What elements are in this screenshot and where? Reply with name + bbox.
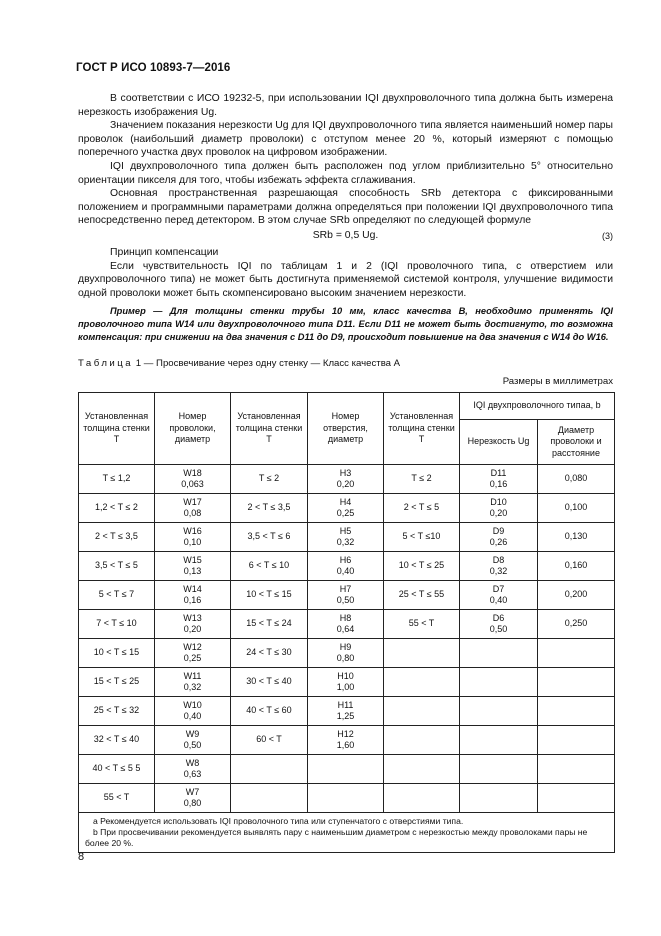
- cell-thickness-1-value: 15 < T ≤ 25: [93, 676, 140, 687]
- cell-thickness-1-value: 10 < T ≤ 15: [93, 647, 140, 658]
- cell-hole: [308, 697, 384, 726]
- cell-thickness-3-value: 25 < T ≤ 55: [398, 589, 445, 600]
- table-row: [79, 523, 615, 552]
- table-caption-word: Таблица: [78, 358, 134, 369]
- cell-thickness-3-value: 5 < T ≤10: [402, 531, 441, 542]
- cell-thickness-1-value: 7 < T ≤ 10: [96, 618, 137, 629]
- cell-thickness-2: [231, 610, 308, 639]
- cell-thickness-3-value: 10 < T ≤ 25: [398, 560, 445, 571]
- cell-wire: [155, 523, 231, 552]
- cell-thickness-1-value: 25 < T ≤ 32: [93, 705, 140, 716]
- cell-thickness-3: [384, 668, 460, 697]
- cell-unsharpness: [460, 755, 538, 784]
- cell-wire-value: 0,10: [183, 537, 202, 547]
- cell-unsharpness: [460, 494, 538, 523]
- header-thickness-3: Установленная толщина стенки T: [384, 393, 460, 465]
- cell-wire: [155, 755, 231, 784]
- header-unsharpness: Нерезкость Ug: [460, 420, 538, 465]
- cell-wire: [155, 465, 231, 494]
- cell-hole-value: 0,32: [336, 537, 355, 547]
- cell-hole-value: 0,25: [336, 508, 355, 518]
- cell-unsharpness: [460, 465, 538, 494]
- paragraph-1: В соответствии с ИСО 19232-5, при использовании IQI двухпроволочного типа должна быть измерена нерезкость изображения Ug.: [78, 93, 613, 118]
- cell-wire-value: 0,16: [183, 595, 202, 605]
- paragraph-4: Основная пространственная разрешающая способность SRb детектора с фиксированными положением и программными параметрами должна определяться при положении IQI двухпроволочного типа непосредственно перед детектором. В этом случае SRb определяют по следующей формуле: [78, 188, 613, 227]
- cell-wire-value: 0,50: [183, 740, 202, 750]
- cell-wire-diameter: [538, 523, 615, 552]
- cell-wire-value: 0,13: [183, 566, 202, 576]
- example-note: Пример — Для толщины стенки трубы 10 мм, класс качества B, необходимо применять IQI проволочного типа W14 или двухпроволочного типа D11. Если D11 не может быть достигнуто, то возможна компенсация: при снижении на два значения с D11 до D9, происходит повышение на два значения с W14 до W16.: [78, 306, 613, 343]
- cell-wire-diameter: [538, 755, 615, 784]
- cell-wire: [155, 668, 231, 697]
- cell-thickness-2-value: 10 < T ≤ 15: [246, 589, 292, 600]
- cell-wire-value: W15: [183, 554, 202, 565]
- cell-hole-value: 0,80: [336, 653, 355, 663]
- cell-wire-diameter: [538, 784, 615, 813]
- cell-unsharpness-value: D8: [492, 554, 505, 565]
- cell-thickness-1-value: 3,5 < T ≤ 5: [95, 560, 138, 571]
- formula: SRb = 0,5 Ug.: [312, 229, 379, 241]
- cell-hole: [308, 668, 384, 697]
- cell-thickness-2-value: 24 < T ≤ 30: [246, 647, 292, 658]
- cell-hole: [308, 465, 384, 494]
- cell-thickness-1-value: 2 < T ≤ 3,5: [95, 531, 138, 542]
- cell-thickness-1-value: T ≤ 1,2: [102, 473, 131, 484]
- cell-unsharpness-value: 0,20: [489, 508, 508, 518]
- cell-wire: [155, 552, 231, 581]
- footnote-b: b При просвечивании рекомендуется выявлять пару с наименьшим диаметром с нерезкостью между проволоками пары не более 20 %.: [85, 827, 588, 848]
- cell-hole: [308, 581, 384, 610]
- cell-thickness-1: [79, 784, 155, 813]
- cell-wire: [155, 610, 231, 639]
- cell-unsharpness-value: D6: [492, 612, 505, 623]
- cell-wire: [155, 639, 231, 668]
- cell-unsharpness-value: 0,40: [489, 595, 508, 605]
- cell-thickness-2-value: 30 < T ≤ 40: [246, 676, 292, 687]
- cell-unsharpness-value: D10: [490, 496, 507, 507]
- cell-hole-value: 0,20: [336, 479, 355, 489]
- cell-thickness-2: [231, 581, 308, 610]
- cell-hole: [308, 755, 384, 784]
- cell-thickness-3-value: 2 < T ≤ 5: [403, 502, 440, 513]
- cell-wire-value: 0,20: [183, 624, 202, 634]
- cell-thickness-3-value: T ≤ 2: [411, 473, 432, 484]
- cell-thickness-2: [231, 494, 308, 523]
- cell-wire-value: W17: [183, 496, 202, 507]
- cell-wire-value: W8: [185, 757, 200, 768]
- cell-thickness-1: [79, 755, 155, 784]
- cell-thickness-2-value: T ≤ 2: [258, 473, 280, 484]
- cell-unsharpness-value: 0,26: [489, 537, 508, 547]
- formula-number: (3): [602, 230, 613, 241]
- cell-wire-value: W7: [185, 786, 200, 797]
- cell-wire-diameter: [538, 726, 615, 755]
- cell-wire-value: 0,08: [183, 508, 202, 518]
- paragraph-3: IQI двухпроволочного типа должен быть расположен под углом приблизительно 5° относительно ориентации пикселя для того, чтобы избежать эффекта сглаживания.: [78, 160, 613, 186]
- data-table: [78, 392, 615, 853]
- cell-hole-value: 1,60: [336, 740, 355, 750]
- cell-wire-value: W14: [183, 583, 202, 594]
- cell-hole: [308, 784, 384, 813]
- cell-thickness-1: [79, 726, 155, 755]
- cell-thickness-1-value: 32 < T ≤ 40: [93, 734, 140, 745]
- cell-unsharpness: [460, 726, 538, 755]
- cell-wire-value: 0,80: [183, 798, 202, 808]
- cell-wire-diameter-value: 0,250: [564, 618, 588, 629]
- cell-hole-value: H3: [339, 467, 352, 478]
- cell-unsharpness-value: 0,50: [489, 624, 508, 634]
- cell-wire-value: 0,32: [183, 682, 202, 692]
- cell-hole: [308, 523, 384, 552]
- cell-thickness-1-value: 5 < T ≤ 7: [98, 589, 135, 600]
- cell-thickness-1: [79, 465, 155, 494]
- cell-wire-value: W13: [183, 612, 202, 623]
- cell-wire: [155, 494, 231, 523]
- table-row: [79, 697, 615, 726]
- cell-thickness-2: [231, 697, 308, 726]
- cell-unsharpness: [460, 639, 538, 668]
- header-thickness-2: Установленная толщина стенки T: [231, 393, 308, 465]
- cell-hole-value: H11: [337, 699, 354, 710]
- cell-hole-value: H6: [339, 554, 352, 565]
- cell-thickness-3: [384, 465, 460, 494]
- cell-wire-diameter-value: 0,080: [564, 473, 588, 484]
- cell-wire-diameter: [538, 610, 615, 639]
- cell-hole: [308, 494, 384, 523]
- cell-thickness-1: [79, 668, 155, 697]
- table-row: [79, 610, 615, 639]
- cell-wire-diameter-value: 0,160: [564, 560, 588, 571]
- cell-thickness-3-value: 55 < T: [408, 618, 435, 629]
- cell-hole-value: H4: [339, 496, 352, 507]
- table-caption-text: 1 — Просвечивание через одну стенку — Класс качества A: [135, 358, 401, 369]
- header-hole-number: Номер отверстия, диаметр: [308, 393, 384, 465]
- cell-thickness-1: [79, 494, 155, 523]
- cell-wire-value: W16: [183, 525, 202, 536]
- cell-wire-value: 0,63: [183, 769, 202, 779]
- cell-hole: [308, 639, 384, 668]
- cell-wire-diameter: [538, 697, 615, 726]
- cell-thickness-1: [79, 697, 155, 726]
- cell-thickness-2: [231, 552, 308, 581]
- cell-wire-value: W9: [185, 728, 200, 739]
- cell-unsharpness-value: D9: [492, 525, 505, 536]
- table-row: [79, 784, 615, 813]
- cell-thickness-1: [79, 639, 155, 668]
- cell-thickness-3: [384, 494, 460, 523]
- cell-hole-value: H12: [337, 728, 354, 739]
- cell-thickness-1: [79, 610, 155, 639]
- table-caption: [78, 358, 400, 369]
- cell-wire-value: W18: [183, 467, 202, 478]
- table-row: [79, 726, 615, 755]
- cell-wire-value: W12: [183, 641, 202, 652]
- cell-thickness-2-value: 6 < T ≤ 10: [248, 560, 290, 571]
- cell-unsharpness: [460, 697, 538, 726]
- cell-thickness-1: [79, 552, 155, 581]
- cell-thickness-2: [231, 726, 308, 755]
- cell-hole-value: H10: [337, 670, 354, 681]
- cell-unsharpness: [460, 610, 538, 639]
- document-header: ГОСТ Р ИСО 10893-7—2016: [76, 62, 231, 74]
- cell-wire: [155, 784, 231, 813]
- cell-thickness-1-value: 40 < T ≤ 5 5: [92, 763, 141, 774]
- cell-wire-diameter: [538, 494, 615, 523]
- cell-thickness-1-value: 55 < T: [103, 792, 130, 803]
- cell-thickness-1-value: 1,2 < T ≤ 2: [95, 502, 138, 513]
- table-row: [79, 668, 615, 697]
- cell-hole-value: 1,25: [336, 711, 355, 721]
- paragraph-2: Значением показания нерезкости Ug для IQI двухпроволочного типа является наименьший номер пары проволок (наибольший диаметр проволоки) с отступом менее 20 %, который измеряют с помощью поперечного участка двух проволок на цифровом изображении.: [78, 120, 613, 159]
- body-text: [78, 92, 613, 344]
- cell-thickness-3: [384, 523, 460, 552]
- cell-hole-value: 0,40: [336, 566, 355, 576]
- cell-hole-value: H7: [339, 583, 352, 594]
- cell-wire-diameter: [538, 668, 615, 697]
- cell-unsharpness: [460, 552, 538, 581]
- table-row: [79, 552, 615, 581]
- header-wire-diameter: Диаметр проволоки и расстояние: [538, 420, 615, 465]
- cell-unsharpness-value: D7: [492, 583, 505, 594]
- cell-hole-value: 0,64: [336, 624, 355, 634]
- cell-thickness-2: [231, 668, 308, 697]
- cell-wire-value: 0,25: [183, 653, 202, 663]
- cell-thickness-2: [231, 465, 308, 494]
- cell-wire: [155, 581, 231, 610]
- cell-unsharpness-value: D11: [490, 467, 507, 478]
- cell-hole: [308, 552, 384, 581]
- cell-thickness-1: [79, 523, 155, 552]
- table-row: [79, 465, 615, 494]
- cell-thickness-2-value: 15 < T ≤ 24: [246, 618, 292, 629]
- cell-thickness-3: [384, 726, 460, 755]
- cell-thickness-2: [231, 784, 308, 813]
- cell-unsharpness-value: 0,32: [489, 566, 508, 576]
- table-row: [79, 755, 615, 784]
- cell-thickness-2-value: 2 < T ≤ 3,5: [247, 502, 291, 513]
- cell-wire-diameter: [538, 552, 615, 581]
- cell-hole-value: H5: [339, 525, 352, 536]
- footnote-a: a Рекомендуется использовать IQI проволочного типа или ступенчатого с отверстиями типа.: [93, 816, 464, 826]
- cell-thickness-3: [384, 755, 460, 784]
- cell-thickness-3: [384, 784, 460, 813]
- cell-thickness-2: [231, 755, 308, 784]
- cell-hole-value: 0,50: [336, 595, 355, 605]
- cell-wire-diameter-value: 0,200: [564, 589, 588, 600]
- cell-wire-value: 0,40: [183, 711, 202, 721]
- cell-thickness-1: [79, 581, 155, 610]
- cell-thickness-2-value: 60 < T: [256, 734, 282, 745]
- cell-wire: [155, 726, 231, 755]
- cell-wire-diameter: [538, 639, 615, 668]
- table-row: [79, 639, 615, 668]
- cell-wire-value: W11: [183, 670, 202, 681]
- cell-unsharpness: [460, 668, 538, 697]
- paragraph-5: Принцип компенсации: [110, 246, 219, 258]
- cell-thickness-3: [384, 697, 460, 726]
- table-row: [79, 494, 615, 523]
- cell-hole-value: 1,00: [336, 682, 355, 692]
- cell-wire-value: W10: [183, 699, 202, 710]
- cell-hole: [308, 610, 384, 639]
- cell-unsharpness: [460, 784, 538, 813]
- table-units: Размеры в миллиметрах: [502, 376, 613, 387]
- cell-thickness-3: [384, 639, 460, 668]
- cell-wire-diameter-value: 0,100: [564, 502, 588, 513]
- cell-wire-value: 0,063: [181, 479, 204, 489]
- cell-thickness-2-value: 40 < T ≤ 60: [246, 705, 292, 716]
- cell-hole-value: H8: [339, 612, 352, 623]
- cell-wire: [155, 697, 231, 726]
- page-number: 8: [78, 851, 85, 863]
- cell-unsharpness-value: 0,16: [489, 479, 508, 489]
- formula-row: [78, 229, 613, 245]
- cell-hole: [308, 726, 384, 755]
- header-wire-number: Номер проволоки, диаметр: [155, 393, 231, 465]
- cell-wire-diameter: [538, 465, 615, 494]
- table-footnotes: [79, 813, 615, 853]
- cell-hole-value: H9: [339, 641, 352, 652]
- cell-thickness-3: [384, 581, 460, 610]
- table-row: [79, 581, 615, 610]
- header-thickness-1: Установленная толщина стенки T: [79, 393, 155, 465]
- cell-thickness-2: [231, 523, 308, 552]
- cell-unsharpness: [460, 581, 538, 610]
- header-duplex-group: IQI двухпроволочного типаa, b: [460, 393, 615, 420]
- cell-thickness-2: [231, 639, 308, 668]
- cell-unsharpness: [460, 523, 538, 552]
- paragraph-6: Если чувствительность IQI по таблицам 1 и 2 (IQI проволочного типа, с отверстием или двухпроволочного типа) не может быть достигнута применяемой системой контроля, улучшение видимости одной проволоки может быть скомпенсировано высоким значением нерезкости.: [78, 260, 613, 299]
- cell-wire-diameter: [538, 581, 615, 610]
- cell-thickness-3: [384, 610, 460, 639]
- cell-wire-diameter-value: 0,130: [564, 531, 588, 542]
- cell-thickness-2-value: 3,5 < T ≤ 6: [247, 531, 291, 542]
- cell-thickness-3: [384, 552, 460, 581]
